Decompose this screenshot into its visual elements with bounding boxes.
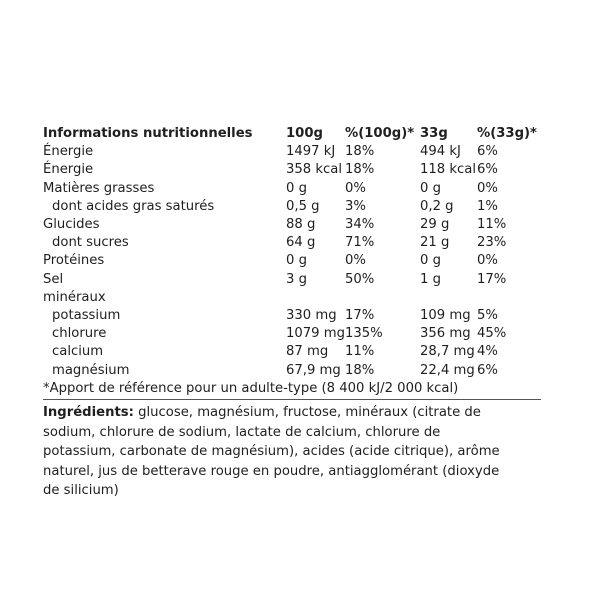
header-33g: 33g: [419, 126, 448, 141]
nutrient-label: Énergie: [43, 144, 94, 160]
nutrient-label: Énergie: [43, 162, 94, 178]
percent-100g: 34%: [344, 217, 375, 233]
value-100g: 1497 kJ: [286, 144, 336, 160]
value-33g: 0,2 g: [419, 198, 454, 214]
percent-33g: 0%: [476, 253, 498, 269]
nutrient-label: Glucides: [43, 217, 100, 233]
nutrition-panel: [43, 125, 563, 501]
percent-100g: 3%: [344, 198, 366, 214]
percent-33g: 4%: [476, 344, 498, 360]
value-100g: 1079 mg: [286, 326, 345, 342]
value-100g: 0 g: [286, 180, 307, 196]
percent-33g: 0%: [476, 180, 498, 196]
percent-100g: 71%: [344, 235, 375, 251]
header-percent-33g: %(33g)*: [476, 126, 537, 141]
value-33g: 0 g: [419, 253, 441, 269]
value-100g: 358 kcal: [286, 162, 342, 178]
nutrient-sublabel: calcium: [52, 344, 104, 360]
reference-footnote: *Apport de référence pour un adulte-type (8 400 kJ/2 000 kcal): [43, 380, 459, 396]
percent-100g: 135%: [344, 326, 383, 342]
value-33g: 22,4 mg: [419, 362, 475, 378]
nutrient-sublabel: magnésium: [52, 362, 130, 378]
nutrient-label: Protéines: [43, 253, 105, 269]
nutrient-sublabel: potassium: [52, 308, 121, 324]
percent-100g: 18%: [344, 144, 375, 160]
value-100g: 88 g: [286, 217, 316, 233]
ingredients-title: Ingrédients:: [43, 405, 134, 421]
table-row: [43, 289, 537, 307]
table-row: [43, 343, 537, 361]
nutrient-label: minéraux: [43, 289, 106, 305]
header-label: Informations nutritionnelles: [43, 126, 253, 141]
table-row: [43, 271, 537, 289]
header-100g: 100g: [286, 126, 323, 141]
value-33g: 356 mg: [419, 326, 471, 342]
percent-33g: 1%: [476, 198, 498, 214]
percent-33g: 11%: [476, 217, 507, 233]
table-header-row: [43, 125, 537, 143]
table-row: [43, 180, 537, 198]
percent-33g: 6%: [476, 162, 498, 178]
percent-33g: 45%: [476, 326, 507, 342]
table-row: [43, 143, 537, 161]
value-33g: 109 mg: [419, 308, 471, 324]
value-100g: 330 mg: [286, 308, 337, 324]
ingredients-block: [43, 403, 513, 501]
value-100g: [286, 289, 345, 307]
percent-100g: 0%: [344, 253, 366, 269]
value-33g: 0 g: [419, 180, 441, 196]
value-100g: 3 g: [286, 271, 307, 287]
nutrient-sublabel: chlorure: [52, 326, 107, 342]
percent-100g: 17%: [344, 308, 375, 324]
nutrition-table: [43, 125, 537, 380]
percent-33g: 23%: [476, 235, 507, 251]
nutrient-label: Matières grasses: [43, 180, 155, 196]
table-row: [43, 307, 537, 325]
percent-33g: 17%: [476, 271, 507, 287]
percent-33g: 6%: [476, 144, 498, 160]
percent-100g: 18%: [344, 162, 375, 178]
percent-100g: 50%: [344, 271, 375, 287]
percent-100g: 18%: [344, 362, 375, 378]
value-100g: 67,9 mg: [286, 362, 341, 378]
value-33g: 494 kJ: [419, 144, 461, 160]
header-percent-100g: %(100g)*: [344, 126, 415, 141]
ingredients-text: glucose, magnésium, fructose, minéraux (citrate de sodium, chlorure de sodium, lactate de calcium, chlorure de potassium, carbonate de magnésium), acides (acide citrique), arôme naturel, jus de betterave rouge en poudre, antiagglomérant (dioxyde de silicium): [43, 405, 500, 499]
percent-100g: 11%: [344, 344, 375, 360]
table-row: [43, 362, 537, 380]
percent-33g: 6%: [476, 362, 498, 378]
nutrient-sublabel: dont sucres: [52, 235, 129, 251]
value-33g: 21 g: [419, 235, 450, 251]
divider: [43, 399, 541, 400]
percent-100g: [345, 289, 420, 307]
percent-33g: [477, 289, 537, 307]
value-33g: 118 kcal: [419, 162, 476, 178]
nutrient-label: Sel: [43, 271, 64, 287]
value-100g: 0,5 g: [286, 198, 320, 214]
table-row: [43, 161, 537, 179]
percent-100g: 0%: [344, 180, 366, 196]
table-row: [43, 325, 537, 343]
value-100g: 0 g: [286, 253, 307, 269]
table-row: [43, 234, 537, 252]
value-100g: 87 mg: [286, 344, 329, 360]
table-row: [43, 198, 537, 216]
percent-33g: 5%: [476, 308, 498, 324]
value-33g: [420, 289, 477, 307]
value-33g: 28,7 mg: [419, 344, 475, 360]
table-row: [43, 216, 537, 234]
value-33g: 1 g: [419, 271, 441, 287]
nutrient-sublabel: dont acides gras saturés: [52, 198, 215, 214]
value-33g: 29 g: [419, 217, 450, 233]
table-row: [43, 252, 537, 270]
value-100g: 64 g: [286, 235, 316, 251]
